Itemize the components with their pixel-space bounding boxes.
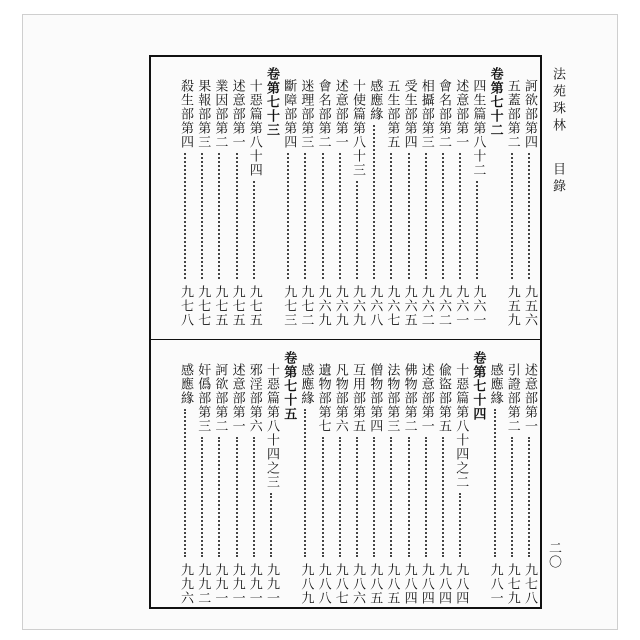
toc-entry: [523, 341, 537, 609]
toc-entry-page: 九七八: [522, 563, 537, 605]
toc-entry-title: 十惡篇第八十四之二: [453, 363, 469, 489]
toc-entry-title: 感應緣: [367, 79, 383, 121]
leader-dots: [390, 437, 392, 557]
leader-dots: [528, 437, 530, 557]
toc-entry-page: 九八五: [384, 563, 400, 605]
toc-entry: [299, 341, 313, 609]
toc-entry: [179, 57, 193, 339]
toc-entry-page: 九五九: [504, 285, 520, 327]
leader-dots: [322, 153, 324, 279]
toc-entry-title: 感應緣: [487, 363, 503, 405]
toc-entry-title: 述意部第一: [453, 79, 469, 149]
leader-dots: [494, 409, 496, 557]
toc-entry: [196, 341, 210, 609]
toc-entry-title: 感應緣: [178, 363, 193, 405]
toc-entry-title: 迷理部第三: [298, 79, 314, 149]
toc-entry: [385, 57, 399, 339]
toc-entry-title: 斷障部第四: [281, 79, 297, 149]
toc-entry: [385, 341, 399, 609]
leader-dots: [442, 437, 444, 557]
leader-dots: [476, 181, 478, 279]
toc-entry-title: 述意部第一: [332, 79, 348, 149]
toc-entry-page: 九五六: [522, 285, 537, 327]
toc-entry-title: 法物部第三: [384, 363, 400, 433]
toc-entry-page: 九六八: [367, 285, 383, 327]
leader-dots: [528, 153, 530, 279]
leader-dots: [390, 153, 392, 279]
toc-entry-title: 會名部第二: [315, 79, 331, 149]
leader-dots: [339, 437, 341, 557]
toc-entry-title: 四生篇第八十二: [470, 79, 486, 177]
toc-entry: [489, 341, 503, 609]
toc-entry-page: 九七二: [298, 285, 314, 327]
leader-dots: [304, 409, 306, 557]
toc-entry-title: 互用部第五: [350, 363, 365, 433]
toc-entry: [368, 341, 382, 609]
running-head-section: 目錄: [550, 162, 565, 196]
toc-entry-page: 九七八: [178, 285, 193, 327]
section-divider: [151, 339, 540, 340]
toc-entry-page: 九八五: [367, 563, 383, 605]
toc-entry-title: 受生部第四: [401, 79, 417, 149]
toc-entry-page: 九六二: [418, 285, 434, 327]
leader-dots: [322, 437, 324, 557]
toc-entry: [334, 57, 348, 339]
toc-entry-page: 九七七: [195, 285, 211, 327]
toc-entry: [351, 57, 365, 339]
toc-entry: [248, 341, 262, 609]
toc-entry-page: 九七五: [246, 285, 262, 327]
leader-dots: [511, 437, 513, 557]
toc-entry-page: 九六七: [384, 285, 400, 327]
toc-volume-heading: [471, 341, 485, 609]
toc-entry-title: 殺生部第四: [178, 79, 193, 149]
toc-entry: [317, 57, 331, 339]
leader-dots: [373, 125, 375, 279]
toc-entry-title: 奸僞部第三: [195, 363, 211, 433]
toc-entry-title: 十惡篇第八十四: [246, 79, 262, 177]
toc-entry-title: 果報部第三: [195, 79, 211, 149]
toc-entry: [231, 341, 245, 609]
toc-entry-page: 九八四: [401, 563, 417, 605]
leader-dots: [287, 153, 289, 279]
toc-entry-title: 十使篇第八十三: [350, 79, 365, 177]
toc-entry-title: 偸盜部第五: [436, 363, 451, 433]
leader-dots: [218, 153, 220, 279]
toc-entry-page: 九八一: [487, 563, 503, 605]
toc-entry-title: 卷第七十四: [470, 351, 486, 421]
leader-dots: [442, 153, 444, 279]
table-of-contents-frame: [149, 55, 542, 609]
toc-entry-title: 述意部第一: [418, 363, 434, 433]
toc-entry-page: 九七九: [504, 563, 520, 605]
toc-entry-page: 九八四: [436, 563, 451, 605]
toc-entry-title: 卷第七十三: [264, 67, 279, 137]
leader-dots: [339, 153, 341, 279]
toc-entry: [454, 341, 468, 609]
leader-dots: [236, 153, 238, 279]
toc-entry: [403, 57, 417, 339]
leader-dots: [459, 493, 461, 557]
toc-entry: [334, 341, 348, 609]
toc-entry: [282, 57, 296, 339]
toc-volume-heading: [489, 57, 503, 339]
toc-entry-title: 卷第七十二: [487, 67, 503, 137]
toc-entry-title: 十惡篇第八十四之三: [264, 363, 279, 489]
toc-entry-page: 九九一: [264, 563, 279, 605]
toc-entry-page: 九八八: [315, 563, 331, 605]
toc-entry-page: 九九一: [246, 563, 262, 605]
leader-dots: [253, 437, 255, 557]
toc-entry: [454, 57, 468, 339]
toc-entry-title: 述意部第一: [229, 363, 245, 433]
toc-entry-title: 述意部第一: [229, 79, 245, 149]
toc-entry: [179, 341, 193, 609]
toc-entry-page: 九八九: [298, 563, 314, 605]
toc-entry-title: 五蓋部第二: [504, 79, 520, 149]
toc-entry: [403, 341, 417, 609]
running-head-book: 法苑珠林: [550, 67, 565, 135]
toc-entry: [368, 57, 382, 339]
toc-entry: [437, 341, 451, 609]
leader-dots: [511, 153, 513, 279]
leader-dots: [408, 437, 410, 557]
toc-entry-page: 九六一: [470, 285, 486, 327]
toc-entry: [231, 57, 245, 339]
toc-entry: [299, 57, 313, 339]
toc-entry-title: 僧物部第四: [367, 363, 383, 433]
toc-entry: [506, 57, 520, 339]
toc-entry-page: 九六二: [436, 285, 451, 327]
toc-entry-page: 九九一: [229, 563, 245, 605]
toc-entry-title: 五生部第五: [384, 79, 400, 149]
toc-entry-page: 九八六: [350, 563, 365, 605]
toc-entry-page: 九六五: [401, 285, 417, 327]
toc-entry: [437, 57, 451, 339]
toc-entry-title: 引證部第二: [504, 363, 520, 433]
leader-dots: [184, 153, 186, 279]
toc-entry: [317, 341, 331, 609]
toc-entry: [471, 57, 485, 339]
toc-entry-title: 訶欲部第二: [212, 363, 228, 433]
page-number: 二〇: [546, 541, 561, 569]
leader-dots: [425, 437, 427, 557]
leader-dots: [304, 153, 306, 279]
toc-entry-page: 九六一: [453, 285, 469, 327]
toc-entry: [213, 57, 227, 339]
leader-dots: [425, 153, 427, 279]
leader-dots: [373, 437, 375, 557]
toc-entry-title: 述意部第一: [522, 363, 537, 433]
leader-dots: [218, 437, 220, 557]
toc-entry-page: 九六九: [350, 285, 365, 327]
leader-dots: [459, 153, 461, 279]
toc-bottom-section: [151, 341, 540, 609]
toc-entry-title: 佛物部第二: [401, 363, 417, 433]
toc-entry-page: 九七五: [212, 285, 228, 327]
leader-dots: [236, 437, 238, 557]
leader-dots: [408, 153, 410, 279]
toc-entry-title: 凡物部第六: [332, 363, 348, 433]
toc-entry: [351, 341, 365, 609]
toc-entry: [265, 341, 279, 609]
toc-entry-page: 九八四: [418, 563, 434, 605]
toc-volume-heading: [265, 57, 279, 339]
leader-dots: [201, 437, 203, 557]
toc-entry: [506, 341, 520, 609]
toc-volume-heading: [282, 341, 296, 609]
toc-entry: [196, 57, 210, 339]
book-page: [22, 14, 618, 630]
toc-entry-title: 相攝部第三: [418, 79, 434, 149]
leader-dots: [253, 181, 255, 279]
toc-entry-title: 卷第七十五: [281, 351, 297, 421]
toc-entry-page: 九九六: [178, 563, 193, 605]
toc-entry-page: 九八四: [453, 563, 469, 605]
leader-dots: [356, 437, 358, 557]
toc-entry-page: 九七五: [229, 285, 245, 327]
toc-entry-page: 九六九: [315, 285, 331, 327]
toc-entry-title: 業因部第二: [212, 79, 228, 149]
toc-entry-page: 九七三: [281, 285, 297, 327]
toc-entry: [420, 57, 434, 339]
toc-top-section: [151, 57, 540, 339]
leader-dots: [184, 409, 186, 557]
toc-entry-page: 九九一: [212, 563, 228, 605]
leader-dots: [201, 153, 203, 279]
toc-entry: [248, 57, 262, 339]
toc-entry-title: 會名部第二: [436, 79, 451, 149]
toc-entry-page: 九六九: [332, 285, 348, 327]
toc-entry-title: 訶欲部第四: [522, 79, 537, 149]
leader-dots: [270, 493, 272, 557]
toc-entry-title: 遺物部第七: [315, 363, 331, 433]
toc-entry: [420, 341, 434, 609]
leader-dots: [356, 181, 358, 279]
toc-entry-page: 九九二: [195, 563, 211, 605]
toc-entry-title: 感應緣: [298, 363, 314, 405]
toc-entry-page: 九八七: [332, 563, 348, 605]
toc-entry: [523, 57, 537, 339]
toc-entry: [213, 341, 227, 609]
toc-entry-title: 邪淫部第六: [246, 363, 262, 433]
